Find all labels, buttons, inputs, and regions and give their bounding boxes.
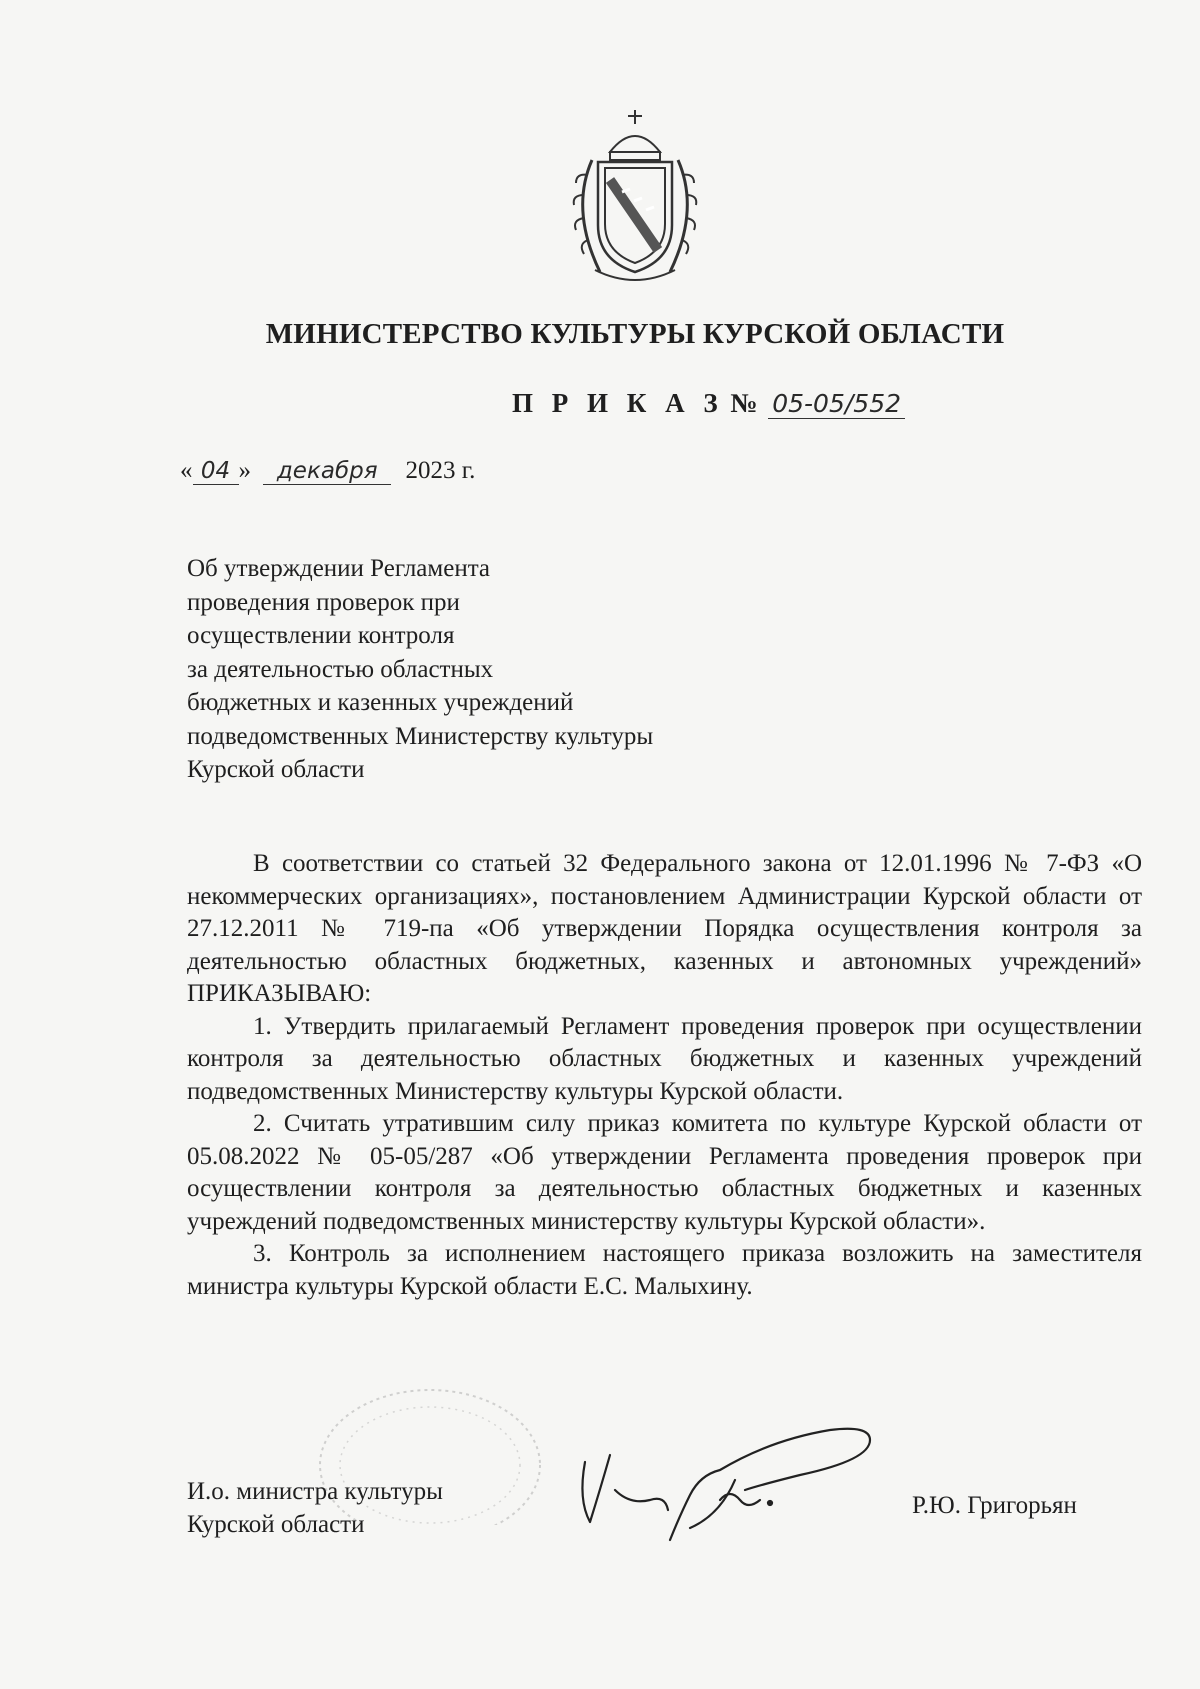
order-subject — [187, 552, 747, 787]
order-body — [187, 848, 1142, 1303]
order-number: 05-05/552 — [768, 389, 905, 419]
signature-icon — [570, 1400, 890, 1550]
body-preamble: В соответствии со статьей 32 Федерального закона от 12.01.1996 № 7-ФЗ «О некоммерческих организациях», постановлением Администрации Курской области от 27.12.2011 № 719-па «Об утверждении Порядка осуществления контроля за деятельностью областных бюджетных, казенных и автономных учреждений» ПРИКАЗЫВАЮ: — [187, 850, 1142, 1007]
subject-line: бюджетных и казенных учреждений — [187, 689, 574, 716]
signatory-position — [187, 1475, 443, 1541]
subject-line: за деятельностью областных — [187, 655, 494, 683]
subject-line: Об утверждении Регламента — [187, 555, 491, 582]
order-word: П Р И К А З — [512, 388, 724, 418]
subject-line: осуществлении контроля — [187, 622, 455, 649]
subject-line: подведомственных Министерству культуры — [187, 722, 654, 750]
date-month: декабря — [263, 458, 391, 485]
ministry-title: МИНИСТЕРСТВО КУЛЬТУРЫ КУРСКОЙ ОБЛАСТИ — [265, 318, 1005, 350]
signatory-position-line1: И.о. министра культуры — [187, 1478, 443, 1505]
body-item-3: 3. Контроль за исполнением настоящего приказа возложить на заместителя министра культуры Курской области Е.С. Малыхину. — [187, 1240, 1142, 1300]
date-day: 04 — [193, 458, 239, 485]
subject-line: Курской области — [187, 756, 365, 783]
date-year: 2023 г. — [405, 457, 476, 484]
body-item-2: 2. Считать утратившим силу приказ комитета по культуре Курской области от 05.08.2022 № 05-05/287 «Об утверждении Регламента проведения проверок при осуществлении контроля за деятельностью областных бюджетных и казенных учреждений подведомственных министерству культуры Курской области». — [187, 1110, 1142, 1235]
date-close-quote: » — [238, 457, 251, 484]
coat-of-arms-icon — [550, 100, 720, 290]
order-heading — [512, 388, 905, 419]
date-open-quote: « — [180, 457, 193, 484]
order-number-sign: № — [730, 388, 758, 418]
signatory-position-line2: Курской области — [187, 1511, 365, 1538]
body-item-1: 1. Утвердить прилагаемый Регламент проведения проверок при осуществлении контроля за деятельностью областных бюджетных и казенных учреждений подведомственных Министерству культуры Курской области. — [187, 1012, 1142, 1105]
signatory-name: Р.Ю. Григорьян — [912, 1492, 1077, 1519]
order-date — [180, 457, 475, 485]
subject-line: проведения проверок при — [187, 588, 460, 616]
